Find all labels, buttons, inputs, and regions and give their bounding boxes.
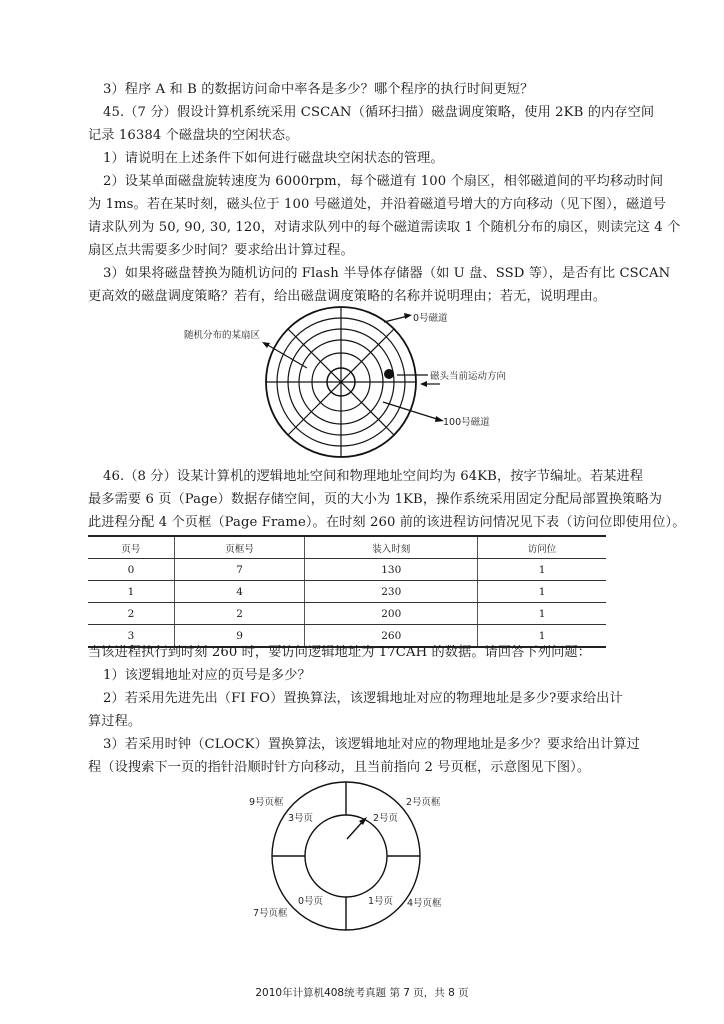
q45-text: 记录 16384 个磁盘块的空闲状态。: [88, 128, 299, 143]
q45-title: 45.（7 分）假设计算机系统采用 CSCAN（循环扫描）磁盘调度策略，使用 2KB 的内存空间: [103, 105, 655, 120]
cell: 9: [174, 625, 305, 648]
q46-text: 程（设搜索下一页的指针沿顺时针方向移动，且当前指向 2 号页框，示意图见下图）。: [88, 760, 591, 775]
page-2-label: 2号页: [373, 813, 399, 824]
cell: 130: [305, 559, 478, 581]
page-0-label: 0号页: [298, 896, 324, 907]
cell: 230: [305, 581, 478, 603]
cell: 1: [478, 603, 606, 625]
page-footer: 2010年计算机408统考真题 第 7 页，共 8 页: [255, 987, 469, 999]
q45-text: 为 1ms。若在某时刻，磁头位于 100 号磁道处，并沿着磁道号增大的方向移动（见下图），磁道号: [88, 197, 666, 212]
q46-subquestion-2: 2）若采用先进先出（FI FO）置换算法，该逻辑地址对应的物理地址是多少?要求给出计: [103, 691, 623, 706]
frame-7-label: 7号页框: [253, 908, 288, 919]
track-0-label: 0号磁道: [413, 313, 448, 324]
cell: 3: [88, 625, 174, 648]
cell: 4: [174, 581, 305, 603]
q45-subquestion-2: 2）设某单面磁盘旋转速度为 6000rpm，每个磁道有 100 个扇区，相邻磁道间的平均移动时间: [103, 174, 664, 189]
cell: 1: [478, 625, 606, 648]
page-3-label: 3号页: [288, 813, 314, 824]
q44-subquestion-3: 3）程序 A 和 B 的数据访问命中率各是多少？哪个程序的执行时间更短？: [103, 82, 534, 97]
cell: 0: [88, 559, 174, 581]
cell: 7: [174, 559, 305, 581]
frame-4-label: 4号页框: [407, 898, 442, 909]
q45-text: 请求队列为 50, 90, 30, 120，对请求队列中的每个磁道需读取 1 个随机分布的扇区，则读完这 4 个: [88, 220, 681, 235]
cell: 2: [174, 603, 305, 625]
header-access-bit: 访问位: [478, 536, 606, 559]
frame-9-label: 9号页框: [249, 797, 284, 808]
q46-text: 此进程分配 4 个页框（Page Frame）。在时刻 260 前的该进程访问情况见下表（访问位即使用位）。: [88, 515, 686, 530]
random-sector-label: 随机分布的某扇区: [184, 330, 261, 341]
cell: 1: [478, 559, 606, 581]
q46-text: 算过程。: [88, 714, 142, 729]
cell: 260: [305, 625, 478, 648]
q46-subquestion-3: 3）若采用时钟（CLOCK）置换算法，该逻辑地址对应的物理地址是多少？要求给出计算过: [103, 737, 640, 752]
q45-subquestion-1: 1）请说明在上述条件下如何进行磁盘块空闲状态的管理。: [103, 151, 444, 166]
q46-subquestion-1: 1）该逻辑地址对应的页号是多少？: [103, 668, 311, 683]
q46-text: 最多需要 6 页（Page）数据存储空间，页的大小为 1KB，操作系统采用固定分配局部置换策略为: [88, 492, 663, 507]
header-load-time: 装入时刻: [305, 536, 478, 559]
cell: 200: [305, 603, 478, 625]
q45-text: 更高效的磁盘调度策略？若有，给出磁盘调度策略的名称并说明理由；若无，说明理由。: [88, 289, 607, 304]
q46-title: 46.（8 分）设某计算机的逻辑地址空间和物理地址空间均为 64KB，按字节编址。若某进程: [103, 469, 644, 484]
header-frame-number: 页框号: [174, 536, 305, 559]
q46-text: 当该进程执行到时刻 260 时，要访问逻辑地址为 17CAH 的数据。请回答下列问题：: [88, 645, 591, 660]
cell: 2: [88, 603, 174, 625]
header-page-number: 页号: [88, 536, 174, 559]
head-direction-label: 磁头当前运动方向: [430, 371, 507, 382]
frame-2-label: 2号页框: [406, 797, 441, 808]
cell: 1: [478, 581, 606, 603]
cell: 1: [88, 581, 174, 603]
q45-subquestion-3: 3）如果将磁盘替换为随机访问的 Flash 半导体存储器（如 U 盘、SSD 等），是否有比 CSCAN: [103, 266, 671, 281]
page-1-label: 1号页: [368, 896, 394, 907]
track-100-label: 100号磁道: [443, 417, 490, 428]
q45-text: 扇区点共需要多少时间？要求给出计算过程。: [88, 243, 354, 258]
